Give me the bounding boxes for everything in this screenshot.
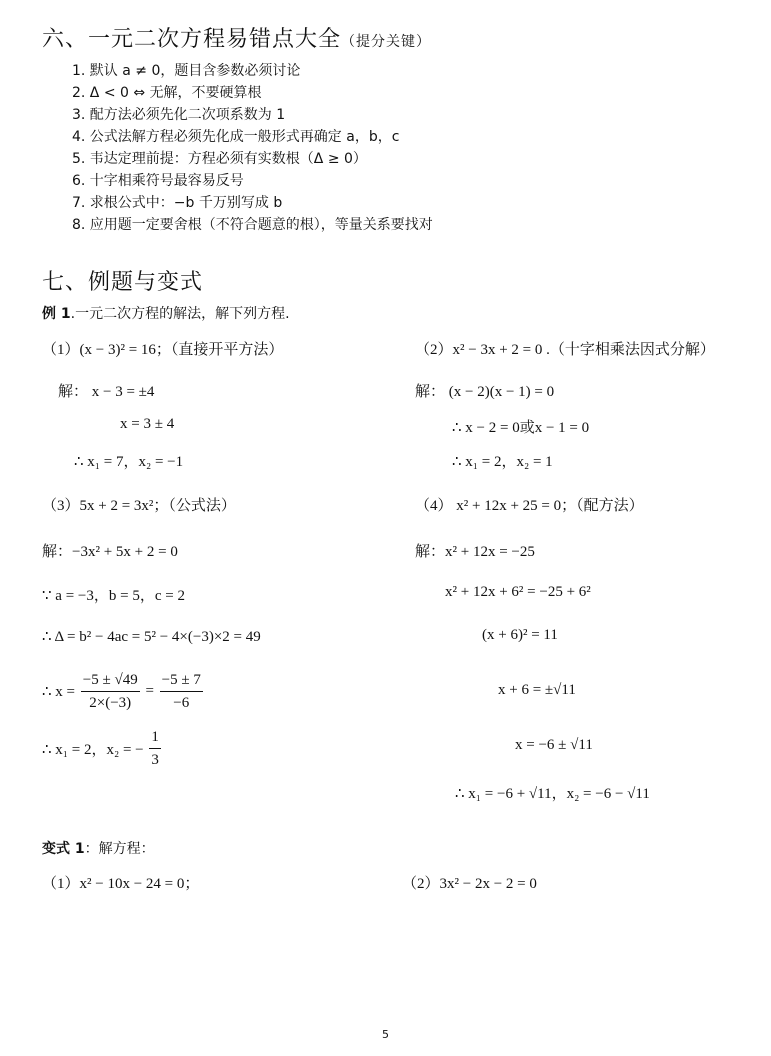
rule-item: 5. 韦达定理前提：方程必须有实数根（Δ ≥ 0） — [72, 151, 367, 167]
problem-1-step: ∴ x₁ = 7，x₂ = −1 — [74, 454, 184, 470]
rule-item: 6. 十字相乘符号最容易反号 — [72, 173, 244, 189]
problem-3: （3）5x + 2 = 3x²；（公式法） — [42, 498, 236, 514]
rule-item: 1. 默认 a ≠ 0，题目含参数必须讨论 — [72, 63, 301, 79]
problem-2-step: ∴ x − 2 = 0或x − 1 = 0 — [452, 420, 590, 436]
problem-4-step: ∴ x₁ = −6 + √11，x₂ = −6 − √11 — [455, 786, 650, 802]
variant-label: 变式 1 — [42, 841, 85, 857]
problem-3-step: ∴ Δ = b² − 4ac = 5² − 4×(−3)×2 = 49 — [42, 629, 261, 645]
section-6-heading — [42, 22, 431, 53]
problem-2-step: ∴ x₁ = 2，x₂ = 1 — [452, 454, 553, 470]
problem-3-step: 解：−3x² + 5x + 2 = 0 — [42, 544, 178, 560]
problem-3-formula — [42, 669, 205, 714]
section-6-subtitle: （提分关键） — [341, 34, 432, 50]
problem-1-step: 解： x − 3 = ±4 — [58, 384, 155, 400]
fraction-denominator: 3 — [151, 752, 159, 768]
roots-text: ∴ x₁ = 2，x₂ = − — [42, 742, 144, 758]
section-6-title: 六、一元二次方程易错点大全 — [42, 27, 342, 52]
problem-2: （2）x² − 3x + 2 = 0 .（十字相乘法因式分解） — [415, 342, 715, 358]
rule-item: 2. Δ < 0 ⇔ 无解，不要硬算根 — [72, 85, 262, 101]
problem-4-step: (x + 6)² = 11 — [482, 627, 558, 643]
example-label: 例 1 — [42, 306, 71, 322]
fraction-numerator: −5 ± 7 — [160, 669, 203, 692]
equals-sign: = — [145, 683, 154, 699]
problem-1-step: x = 3 ± 4 — [120, 416, 175, 432]
variant-text: ：解方程： — [84, 841, 155, 857]
rule-item: 7. 求根公式中：−b 千万别写成 b — [72, 195, 283, 211]
example-text: .一元二次方程的解法，解下列方程. — [70, 306, 290, 322]
variant-heading — [42, 838, 155, 858]
rule-item: 3. 配方法必须先化二次项系数为 1 — [72, 107, 286, 123]
fraction-numerator: −5 ± √49 — [81, 669, 140, 692]
page-number: 5 — [382, 1028, 389, 1041]
fraction-denominator: 2×(−3) — [89, 695, 132, 711]
problem-3-step: ∵ a = −3，b = 5，c = 2 — [42, 588, 185, 604]
problem-2-step: 解： (x − 2)(x − 1) = 0 — [415, 384, 555, 400]
problem-3-roots — [42, 726, 163, 771]
problem-4: （4） x² + 12x + 25 = 0；（配方法） — [415, 498, 644, 514]
example-heading — [42, 303, 290, 323]
x-equals: ∴ x = — [42, 684, 76, 700]
problem-4-step: x = −6 ± √11 — [515, 737, 593, 753]
section-7-title: 七、例题与变式 — [42, 270, 204, 295]
problem-4-step: x + 6 = ±√11 — [498, 682, 576, 698]
rule-item: 4. 公式法解方程必须先化成一般形式再确定 a，b，c — [72, 129, 400, 145]
rule-item: 8. 应用题一定要舍根（不符合题意的根），等量关系要找对 — [72, 217, 433, 233]
problem-4-step: x² + 12x + 6² = −25 + 6² — [445, 584, 591, 600]
problem-1: （1）(x − 3)² = 16；（直接开平方法） — [42, 342, 284, 358]
problem-4-step: 解：x² + 12x = −25 — [415, 544, 535, 560]
formula-fraction — [81, 669, 140, 714]
simplified-fraction — [160, 669, 203, 714]
variant-question-1: （1）x² − 10x − 24 = 0； — [42, 876, 200, 892]
variant-question-2: （2）3x² − 2x − 2 = 0 — [402, 876, 537, 892]
fraction-denominator: −6 — [173, 695, 190, 711]
roots-fraction — [149, 726, 161, 771]
fraction-numerator: 1 — [149, 726, 161, 749]
